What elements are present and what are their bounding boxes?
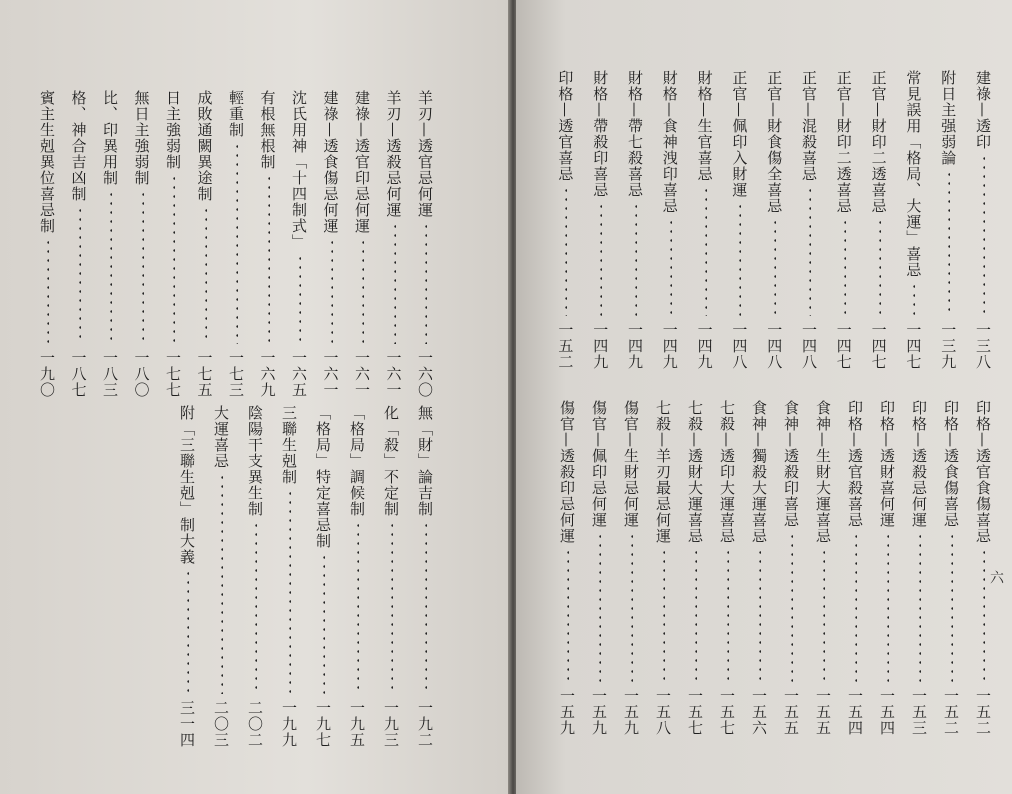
leader-dots <box>323 553 325 694</box>
toc-entry-page: 一九七 <box>314 700 332 748</box>
toc-entry-page: 一四七 <box>869 322 888 370</box>
leader-dots <box>791 532 793 682</box>
toc-entry-page: 一六〇 <box>416 350 434 398</box>
toc-entry-title: 日主強弱制 <box>164 90 182 170</box>
toc-entry-page: 一三八 <box>974 322 992 370</box>
toc-entry-title: 三聯生剋制 <box>280 405 298 485</box>
leader-dots <box>173 174 175 344</box>
toc-entry-title: 比、印異用制 <box>101 90 119 186</box>
leader-dots <box>600 202 602 316</box>
toc-entry-page: 一八七 <box>69 350 88 398</box>
toc-entry-title: 賓主生剋異位喜忌制 <box>38 90 56 234</box>
toc-entry-title: 傷官—佩印忌何運 <box>590 400 608 528</box>
toc-entry-page: 一五三 <box>910 688 928 736</box>
toc-entry-title: 正官—財印二透喜忌 <box>834 70 853 214</box>
toc-entry-title: 財格—帶七殺喜忌 <box>626 70 644 198</box>
toc-entry-title: 印格—透財喜何運 <box>878 400 896 528</box>
leader-dots <box>187 569 189 694</box>
toc-entry-title: 附「三聯生剋」制大義 <box>178 405 196 565</box>
toc-entry-title: 財格—生官喜忌 <box>695 70 714 182</box>
leader-dots <box>362 238 364 344</box>
toc-entry-title: 「格局」特定喜忌制 <box>314 405 332 549</box>
leader-dots <box>670 218 672 316</box>
toc-entry-page: 一五二 <box>942 688 960 736</box>
toc-entry-title: 無「財」論吉制 <box>416 405 434 517</box>
toc-entry-title: 沈氏用神「十四制式」 <box>290 90 308 250</box>
leader-dots <box>887 532 889 682</box>
toc-entry-page: 一四九 <box>591 322 610 370</box>
leader-dots <box>983 548 985 682</box>
leader-dots <box>268 174 270 344</box>
toc-entry-title: 常見誤用「格局、大運」喜忌 <box>904 70 923 278</box>
leader-dots <box>221 473 223 694</box>
toc-entry-page: 一四九 <box>695 322 714 370</box>
toc-entry-title: 陰陽干支異生制 <box>246 405 264 517</box>
leader-dots <box>727 548 729 682</box>
toc-entry-page: 一四八 <box>730 322 749 370</box>
toc-entry-title: 有根無根制 <box>258 90 277 170</box>
toc-entry-page: 一九九 <box>280 700 298 748</box>
toc-entry-title: 成敗通闕異途制 <box>195 90 214 202</box>
toc-entry-title: 正官—佩印入財運 <box>730 70 749 198</box>
toc-entry-page: 二〇二 <box>246 700 264 748</box>
leader-dots <box>79 206 81 344</box>
toc-entry-title: 印格—透官喜忌 <box>556 70 575 182</box>
leader-dots <box>823 548 825 682</box>
toc-entry-title: 羊刃—透殺忌何運 <box>384 90 403 218</box>
toc-entry-title: 大運喜忌 <box>212 405 230 469</box>
toc-entry-page: 一四八 <box>800 322 818 370</box>
leader-dots <box>809 186 811 316</box>
leader-dots <box>774 218 776 316</box>
leader-dots <box>635 202 637 316</box>
toc-entry-title: 輕重制 <box>227 90 245 138</box>
toc-entry-page: 一五七 <box>718 688 736 736</box>
leader-dots <box>565 186 567 316</box>
toc-entry-title: 七殺—透財大運喜忌 <box>686 400 704 544</box>
leader-dots <box>759 548 761 682</box>
page-marker: 六 <box>988 570 1004 584</box>
toc-entry-title: 正官—財印二透喜忌 <box>869 70 888 214</box>
toc-entry-title: 正官—財食傷全喜忌 <box>765 70 784 214</box>
toc-entry-page: 一四七 <box>904 322 923 370</box>
toc-entry-title: 七殺—透印大運喜忌 <box>718 400 736 544</box>
toc-entry-title: 財格—食神洩印喜忌 <box>660 70 679 214</box>
leader-dots <box>236 142 238 344</box>
toc-entry-page: 一六九 <box>258 350 277 398</box>
leader-dots <box>357 521 359 694</box>
toc-entry-page: 一三九 <box>939 322 958 370</box>
toc-entry-title: 化「殺」不定制 <box>382 405 400 517</box>
toc-entry-page: 一六一 <box>353 350 371 398</box>
toc-entry-title: 傷官—透殺印忌何運 <box>558 400 576 544</box>
toc-entry-page: 一五九 <box>558 688 576 736</box>
toc-entry-page: 一八〇 <box>132 350 151 398</box>
leader-dots <box>695 548 697 682</box>
toc-entry-title: 七殺—羊刃最忌何運 <box>654 400 672 544</box>
toc-entry-page: 一六五 <box>290 350 308 398</box>
toc-entry-page: 一五九 <box>622 688 640 736</box>
leader-dots <box>289 489 291 694</box>
leader-dots <box>844 218 846 316</box>
toc-entry-page: 一四九 <box>626 322 644 370</box>
toc-entry-page: 二〇三 <box>212 700 230 748</box>
toc-entry-title: 建祿—透印 <box>974 70 992 150</box>
toc-entry-title: 食神—獨殺大運喜忌 <box>750 400 768 544</box>
toc-entry-title: 印格—透官殺喜忌 <box>846 400 864 528</box>
leader-dots <box>913 282 915 316</box>
leader-dots <box>879 218 881 316</box>
toc-entry-page: 一五五 <box>814 688 832 736</box>
toc-entry-page: 一六一 <box>384 350 403 398</box>
toc-entry-page: 一五六 <box>750 688 768 736</box>
toc-entry-title: 無日主強弱制 <box>132 90 151 186</box>
leader-dots <box>948 170 950 316</box>
leader-dots <box>331 238 333 344</box>
toc-entry-title: 羊刃—透官忌何運 <box>416 90 434 218</box>
leader-dots <box>394 222 396 344</box>
toc-entry-page: 一九五 <box>348 700 366 748</box>
toc-entry-page: 一五二 <box>556 322 575 370</box>
leader-dots <box>705 186 707 316</box>
toc-entry-title: 傷官—生財忌何運 <box>622 400 640 528</box>
toc-entry-page: 一八三 <box>101 350 119 398</box>
toc-entry-page: 一四七 <box>834 322 853 370</box>
toc-entry-title: 食神—生財大運喜忌 <box>814 400 832 544</box>
leader-dots <box>919 532 921 682</box>
toc-entry-page: 一四九 <box>660 322 679 370</box>
leader-dots <box>663 548 665 682</box>
toc-entry-page: 一五八 <box>654 688 672 736</box>
leader-dots <box>299 254 301 344</box>
leader-dots <box>391 521 393 694</box>
toc-entry-title: 建祿—透食傷忌何運 <box>321 90 340 234</box>
toc-entry-page: 三一四 <box>178 700 196 748</box>
leader-dots <box>425 521 427 694</box>
leader-dots <box>425 222 427 344</box>
leader-dots <box>855 532 857 682</box>
toc-entry-title: 格、神合吉凶制 <box>69 90 88 202</box>
toc-entry-page: 一七三 <box>227 350 245 398</box>
toc-entry-page: 一七七 <box>164 350 182 398</box>
toc-entry-page: 一五九 <box>590 688 608 736</box>
toc-entry-page: 一五二 <box>974 688 992 736</box>
toc-entry-page: 一四八 <box>765 322 784 370</box>
leader-dots <box>567 548 569 682</box>
toc-entry-title: 正官—混殺喜忌 <box>800 70 818 182</box>
toc-entry-page: 一七五 <box>195 350 214 398</box>
leader-dots <box>631 532 633 682</box>
leader-dots <box>739 202 741 316</box>
toc-entry-page: 一五五 <box>782 688 800 736</box>
toc-entry-page: 一六一 <box>321 350 340 398</box>
leader-dots <box>142 190 144 344</box>
toc-entry-title: 印格—透殺忌何運 <box>910 400 928 528</box>
toc-entry-page: 一九二 <box>416 700 434 748</box>
toc-entry-title: 印格—透官食傷喜忌 <box>974 400 992 544</box>
toc-entry-title: 財格—帶殺印喜忌 <box>591 70 610 198</box>
leader-dots <box>951 532 953 682</box>
leader-dots <box>205 206 207 344</box>
toc-entry-title: 建祿—透官印忌何運 <box>353 90 371 234</box>
leader-dots <box>110 190 112 344</box>
leader-dots <box>599 532 601 682</box>
leader-dots <box>47 238 49 344</box>
toc-entry-title: 食神—透殺印喜忌 <box>782 400 800 528</box>
toc-entry-title: 印格—透食傷喜忌 <box>942 400 960 528</box>
toc-entry-title: 「格局」調候制 <box>348 405 366 517</box>
toc-entry-page: 一九三 <box>382 700 400 748</box>
toc-entry-page: 一九〇 <box>38 350 56 398</box>
leader-dots <box>983 154 985 316</box>
toc-entry-page: 一五七 <box>686 688 704 736</box>
toc-entry-page: 一五四 <box>846 688 864 736</box>
toc-entry-title: 附日主强弱論 <box>939 70 958 166</box>
leader-dots <box>255 521 257 694</box>
toc-entry-page: 一五四 <box>878 688 896 736</box>
